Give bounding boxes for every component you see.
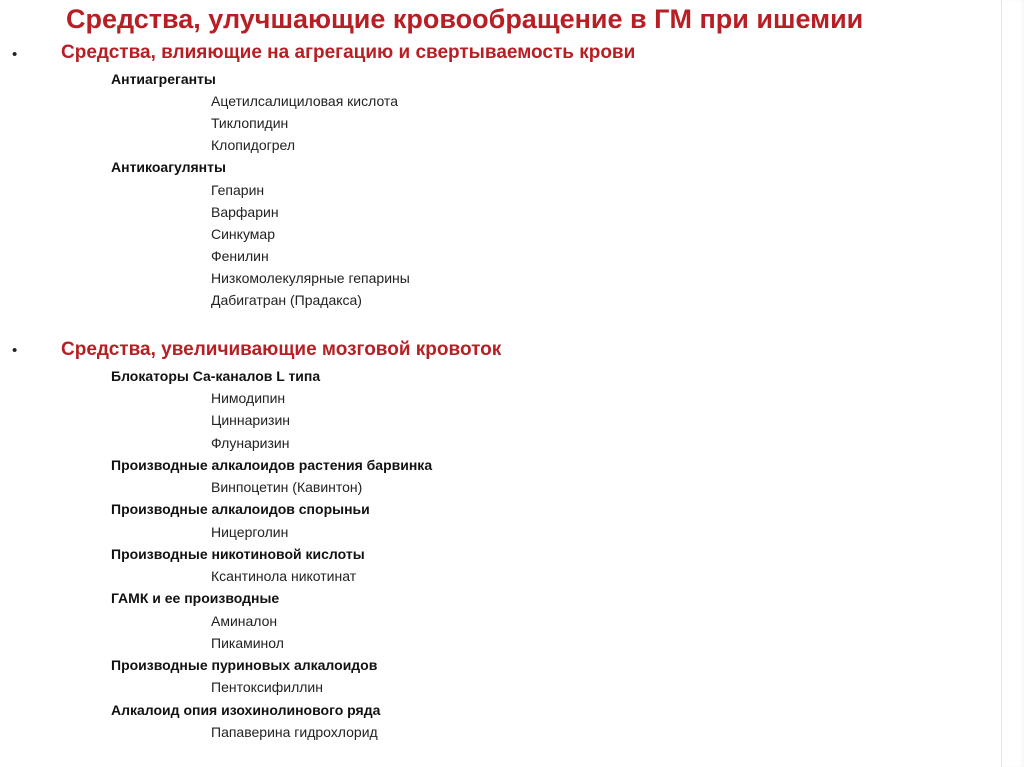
drug-item: Нимодипин (211, 390, 286, 406)
category-label: Производные алкалоидов спорыньи (111, 501, 370, 517)
drug-item: Циннаризин (211, 412, 291, 428)
drug-item: Пикаминол (211, 635, 284, 651)
category-label: Производные никотиновой кислоты (111, 546, 365, 562)
category-label: Антиагреганты (111, 71, 216, 87)
drug-item: Дабигатран (Прадакса) (211, 292, 362, 308)
drug-item: Пентоксифиллин (211, 679, 323, 695)
section-heading: Средства, влияющие на агрегацию и свертываемость крови (61, 42, 636, 63)
drug-item: Варфарин (211, 204, 279, 220)
drug-item: Ницерголин (211, 524, 289, 540)
bullet-icon: • (12, 46, 18, 63)
category-label: ГАМК и ее производные (111, 590, 280, 606)
drug-item: Фенилин (211, 248, 269, 264)
drug-item: Папаверина гидрохлорид (211, 724, 378, 740)
section-heading: Средства, увеличивающие мозговой кровоток (61, 339, 502, 360)
drug-item: Синкумар (211, 226, 275, 242)
drug-item: Гепарин (211, 182, 265, 198)
drug-item: Аминалон (211, 613, 278, 629)
drug-item: Низкомолекулярные гепарины (211, 270, 410, 286)
bullet-icon: • (12, 342, 18, 359)
drug-item: Флунаризин (211, 435, 290, 451)
drug-item: Клопидогрел (211, 137, 296, 153)
category-label: Антикоагулянты (111, 159, 226, 175)
category-label: Алкалоид опия изохинолинового ряда (111, 702, 381, 718)
slide-title: Средства, улучшающие кровообращение в ГМ при ишемии (66, 4, 864, 34)
drug-item: Ацетилсалициловая кислота (211, 93, 398, 109)
drug-item: Винпоцетин (Кавинтон) (211, 479, 363, 495)
category-label: Производные пуриновых алкалоидов (111, 657, 378, 673)
page-right-edge (1001, 0, 1024, 767)
category-label: Блокаторы Са-каналов L типа (111, 368, 321, 384)
drug-item: Тиклопидин (211, 115, 289, 131)
drug-item: Ксантинола никотинат (211, 568, 357, 584)
category-label: Производные алкалоидов растения барвинка (111, 457, 433, 473)
